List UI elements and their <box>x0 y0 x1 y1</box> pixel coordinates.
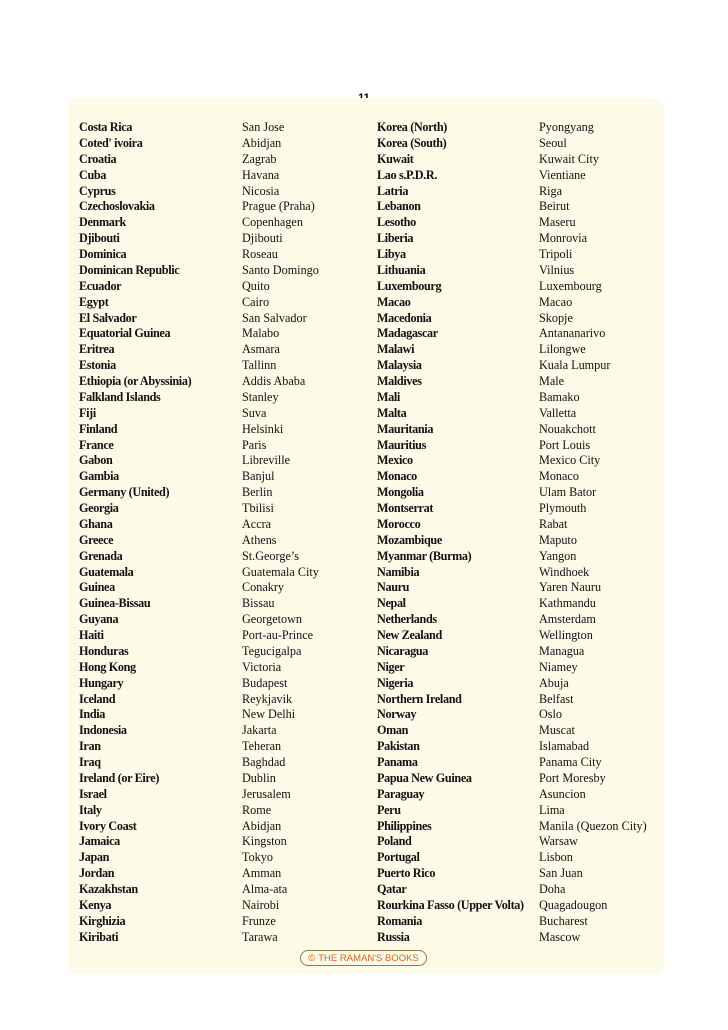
capital-name: Prague (Praha) <box>242 199 315 214</box>
capital-name: Wellington <box>539 628 593 642</box>
capital-name: St.George’s <box>242 548 299 563</box>
capital-name: Tegucigalpa <box>242 643 302 658</box>
capital-name: Helsinki <box>242 421 284 436</box>
capital-name: Islamabad <box>539 739 590 754</box>
country-name: Kirghizia <box>79 913 126 928</box>
country-name: Malaysia <box>377 358 422 373</box>
capital-name: Kuala Lumpur <box>539 358 611 373</box>
right-country-column <box>377 120 524 946</box>
country-name: Czechoslovakia <box>79 199 155 214</box>
capital-name: Maseru <box>539 215 576 230</box>
capital-name: Baghdad <box>242 755 286 769</box>
capital-name: Seoul <box>539 135 567 150</box>
capital-name: Kathmandu <box>539 596 596 611</box>
country-name: Honduras <box>79 643 129 658</box>
capital-name: Abidjan <box>242 818 282 833</box>
capital-name: Cairo <box>242 294 270 309</box>
capital-name: Quito <box>242 278 270 293</box>
country-name: Oman <box>377 723 409 738</box>
country-name: Nigeria <box>377 675 414 690</box>
capital-name: Accra <box>242 516 272 531</box>
country-name: Finland <box>79 421 118 436</box>
country-name: Haiti <box>79 628 104 642</box>
country-name: Netherlands <box>377 612 437 627</box>
capital-name: Riga <box>539 183 563 198</box>
capital-name: Luxembourg <box>539 278 602 293</box>
country-name: Romania <box>377 913 422 928</box>
capital-name: Abidjan <box>242 135 282 150</box>
country-name: Myanmar (Burma) <box>377 548 472 563</box>
publisher-name: THE RAMAN'S BOOKS <box>318 952 419 964</box>
country-name: Lesotho <box>377 215 416 230</box>
country-name: Guatemala <box>79 564 134 579</box>
country-name: Israel <box>79 786 107 801</box>
country-name: Gambia <box>79 469 119 484</box>
capital-name: Copenhagen <box>242 215 303 230</box>
country-name: India <box>79 707 106 722</box>
capital-name: Athens <box>242 532 277 547</box>
country-name: Hong Kong <box>79 659 136 674</box>
country-name: Kazakhstan <box>79 882 138 896</box>
capital-name: Addis Ababa <box>242 374 306 388</box>
country-name: Dominican Republic <box>79 262 180 277</box>
country-name: Morocco <box>377 516 421 531</box>
capital-name: Monaco <box>539 469 579 484</box>
country-name: Falkland Islands <box>79 389 161 404</box>
capital-name: Yangon <box>539 548 577 563</box>
capital-name: Maputo <box>539 532 577 547</box>
capital-name: Budapest <box>242 675 288 690</box>
country-name: Luxembourg <box>377 278 442 293</box>
country-name: Puerto Rico <box>377 866 436 881</box>
capital-name: Djibouti <box>242 231 283 246</box>
capital-name: Alma-ata <box>242 882 288 896</box>
capital-name: Kingston <box>242 834 287 849</box>
capital-name: Oslo <box>539 707 563 722</box>
country-name: Eritrea <box>79 342 115 357</box>
country-name: Liberia <box>377 231 414 246</box>
capital-name: Niamey <box>539 659 578 674</box>
capital-name: Warsaw <box>539 834 578 849</box>
country-name: Portugal <box>377 850 420 865</box>
capital-name: Roseau <box>242 247 278 261</box>
capital-name: Paris <box>242 437 267 452</box>
country-name: Panama <box>377 755 418 769</box>
country-name: Madagascar <box>377 326 438 341</box>
country-name: Namibia <box>377 564 420 579</box>
country-name: Mexico <box>377 453 413 468</box>
country-name: Malta <box>377 405 407 420</box>
left-country-column <box>79 120 191 946</box>
capital-name: Amsterdam <box>539 612 596 627</box>
capital-name: Tokyo <box>242 850 273 865</box>
capital-name: Jerusalem <box>242 786 291 801</box>
country-name: Russia <box>377 929 410 944</box>
country-name: Montserrat <box>377 501 434 515</box>
capital-name: Ulam Bator <box>539 485 597 500</box>
capital-name: Port-au-Prince <box>242 628 314 642</box>
capital-name: Tripoli <box>539 247 573 261</box>
country-name: Ecuador <box>79 278 122 293</box>
country-name: Rourkina Fasso (Upper Volta) <box>377 897 524 912</box>
capital-name: Vientiane <box>539 167 586 182</box>
capital-name: Bamako <box>539 389 580 404</box>
country-name: Guinea-Bissau <box>79 596 151 611</box>
capital-name: Victoria <box>242 659 282 674</box>
country-name: Japan <box>79 850 110 865</box>
country-name: Croatia <box>79 151 117 166</box>
country-name: Indonesia <box>79 723 127 738</box>
country-name: Italy <box>79 802 102 817</box>
capital-name: Kuwait City <box>539 151 599 166</box>
capital-name: Reykjavik <box>242 691 293 706</box>
country-name: Equatorial Guinea <box>79 326 171 341</box>
country-name: Jordan <box>79 866 115 881</box>
capital-name: Tarawa <box>242 929 278 944</box>
country-name: Monaco <box>377 469 417 484</box>
country-name: Mauritania <box>377 421 434 436</box>
capital-name: Belfast <box>539 691 574 706</box>
capital-name: Monrovia <box>539 231 588 246</box>
capital-name: Teheran <box>242 739 282 754</box>
country-name: Maldives <box>377 374 422 388</box>
capital-name: Santo Domingo <box>242 262 319 277</box>
capital-name: Quagadougon <box>539 897 608 912</box>
country-name: Coted' ivoira <box>79 135 143 150</box>
country-name: Costa Rica <box>79 120 133 134</box>
country-name: Pakistan <box>377 739 420 754</box>
capital-name: Panama City <box>539 755 602 769</box>
country-name: Latria <box>377 183 409 198</box>
capital-name: Nouakchott <box>539 421 596 436</box>
capital-name: Suva <box>242 405 267 420</box>
country-name: Ireland (or Eire) <box>79 770 160 785</box>
country-name: Ghana <box>79 516 113 531</box>
capital-name: Zagrab <box>242 151 277 166</box>
country-name: Mozambique <box>377 532 442 547</box>
capital-name: Valletta <box>539 405 577 420</box>
capital-name: Conakry <box>242 580 284 595</box>
country-name: Macedonia <box>377 310 432 325</box>
country-name: El Salvador <box>79 310 137 325</box>
capital-name: Male <box>539 374 565 388</box>
capital-name: Mascow <box>539 929 581 944</box>
capital-name: Guatemala City <box>242 564 319 579</box>
country-name: Cyprus <box>79 183 116 198</box>
country-name: Denmark <box>79 215 126 230</box>
capital-name: Port Moresby <box>539 770 606 785</box>
country-name: Libya <box>377 247 406 261</box>
country-name: Cuba <box>79 167 107 182</box>
country-name: Jamaica <box>79 834 120 849</box>
capital-name: Tbilisi <box>242 501 274 515</box>
capital-name: Muscat <box>539 723 575 738</box>
capital-name: Port Louis <box>539 437 591 452</box>
capital-name: Dublin <box>242 770 276 785</box>
country-name: Mali <box>377 389 400 404</box>
country-name: Malawi <box>377 342 415 357</box>
country-name: Qatar <box>377 882 407 896</box>
copyright-icon: © <box>308 952 316 964</box>
capital-name: Malabo <box>242 326 280 341</box>
capital-name: Managua <box>539 643 585 658</box>
country-name: Peru <box>377 802 401 817</box>
country-name: Georgia <box>79 501 119 515</box>
country-name: Ivory Coast <box>79 818 137 833</box>
capital-name: Lima <box>539 802 565 817</box>
country-name: Iceland <box>79 691 116 706</box>
country-name: Germany (United) <box>79 485 170 500</box>
capital-name: San Jose <box>242 120 285 134</box>
capital-name: Havana <box>242 167 280 182</box>
country-name: New Zealand <box>377 628 442 642</box>
country-name: Paraguay <box>377 786 425 801</box>
country-name: Philippines <box>377 818 432 833</box>
capital-name: Banjul <box>242 469 275 484</box>
country-name: Hungary <box>79 675 124 690</box>
country-name: Gabon <box>79 453 113 468</box>
right-capital-column <box>539 120 647 946</box>
capital-name: Jakarta <box>242 723 277 738</box>
capital-name: San Juan <box>539 866 583 881</box>
capital-name: Bissau <box>242 596 275 611</box>
country-name: Korea (North) <box>377 120 448 134</box>
capital-name: Pyongyang <box>539 120 594 134</box>
capital-name: Libreville <box>242 453 291 468</box>
country-name: Lebanon <box>377 199 421 214</box>
capital-name: Tallinn <box>242 358 277 373</box>
country-name: Poland <box>377 834 412 849</box>
capital-name: Frunze <box>242 913 276 928</box>
country-name: Nepal <box>377 596 406 611</box>
capital-name: Bucharest <box>539 913 588 928</box>
capital-name: Manila (Quezon City) <box>539 818 647 833</box>
country-name: Iran <box>79 739 101 754</box>
country-name: Fiji <box>79 405 96 420</box>
country-name: Norway <box>377 707 417 722</box>
country-name: Guyana <box>79 612 119 627</box>
country-name: Iraq <box>79 755 101 769</box>
country-name: Kenya <box>79 897 112 912</box>
country-name: Macao <box>377 294 411 309</box>
capital-name: Asuncion <box>539 786 586 801</box>
capital-name: Plymouth <box>539 501 587 515</box>
capital-name: Rome <box>242 802 272 817</box>
country-name: Guinea <box>79 580 115 595</box>
country-name: Kuwait <box>377 151 414 166</box>
country-name: Northern Ireland <box>377 691 462 706</box>
country-name: Ethiopia (or Abyssinia) <box>79 374 192 388</box>
country-name: Papua New Guinea <box>377 770 472 785</box>
capital-name: San Salvador <box>242 310 307 325</box>
capital-name: Lilongwe <box>539 342 586 357</box>
publisher-footer <box>300 950 427 966</box>
country-name: Estonia <box>79 358 116 373</box>
capital-name: Rabat <box>539 516 568 531</box>
capital-name: Stanley <box>242 389 279 404</box>
capital-name: Beirut <box>539 199 570 214</box>
country-name: Djibouti <box>79 231 120 246</box>
country-name: Grenada <box>79 548 123 563</box>
country-name: France <box>79 437 114 452</box>
country-name: Dominica <box>79 247 127 261</box>
capital-name: Macao <box>539 294 573 309</box>
capital-name: Vilnius <box>539 262 575 277</box>
country-name: Egypt <box>79 294 109 309</box>
capital-name: New Delhi <box>242 707 296 722</box>
capital-name: Nicosia <box>242 183 280 198</box>
left-capital-column <box>242 120 319 946</box>
capital-name: Abuja <box>539 675 569 690</box>
capital-name: Nairobi <box>242 897 280 912</box>
country-name: Lithuania <box>377 262 426 277</box>
country-name: Greece <box>79 532 114 547</box>
country-name: Mauritius <box>377 437 426 452</box>
capital-name: Skopje <box>539 310 573 325</box>
capital-name: Lisbon <box>539 850 573 865</box>
capital-name: Antananarivo <box>539 326 606 341</box>
country-name: Lao s.P.D.R. <box>377 167 438 182</box>
capital-name: Yaren Nauru <box>539 580 602 595</box>
country-name: Mongolia <box>377 485 424 500</box>
country-name: Kiribati <box>79 929 119 944</box>
country-name: Niger <box>377 659 405 674</box>
capital-name: Berlin <box>242 485 273 500</box>
capital-name: Mexico City <box>539 453 601 468</box>
capital-name: Georgetown <box>242 612 303 627</box>
capital-name: Amman <box>242 866 282 881</box>
country-name: Nauru <box>377 580 410 595</box>
country-name: Nicaragua <box>377 643 429 658</box>
country-name: Korea (South) <box>377 135 447 150</box>
capital-name: Asmara <box>242 342 280 357</box>
capital-name: Windhoek <box>539 564 590 579</box>
capital-name: Doha <box>539 882 566 896</box>
